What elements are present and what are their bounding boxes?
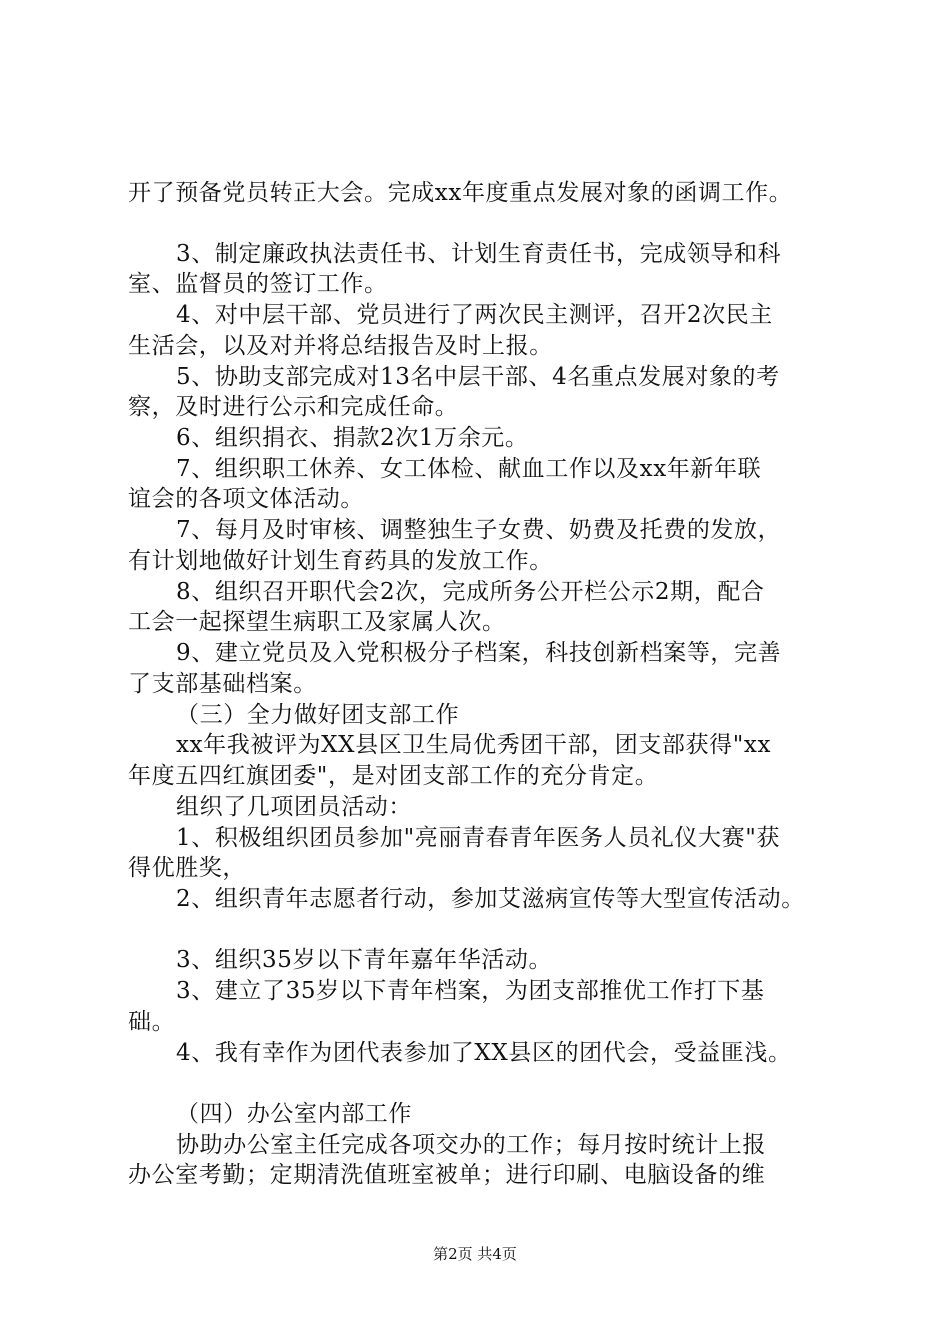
text-line-7: 察，及时进行公示和完成任命。 xyxy=(128,394,459,420)
text-line-2: 3、制定廉政执法责任书、计划生育责任书，完成领导和科 xyxy=(176,241,782,267)
text-line-10: 谊会的各项文体活动。 xyxy=(128,486,364,512)
text-line-5: 生活会，以及对并将总结报告及时上报。 xyxy=(128,333,553,359)
text-line-22: 得优胜奖， xyxy=(128,855,246,881)
text-line-9: 7、组织职工休养、女工体检、献血工作以及xx年新年联 xyxy=(176,456,762,482)
section-heading-office: （四）办公室内部工作 xyxy=(176,1101,412,1127)
text-line-13: 8、组织召开职代会2次，完成所务公开栏公示2期，配合 xyxy=(176,579,765,605)
text-line-20: 组织了几项团员活动： xyxy=(176,794,412,820)
page-number-footer: 第2页 共4页 xyxy=(433,1245,517,1263)
text-line-30: 办公室考勤；定期清洗值班室被单；进行印刷、电脑设备的维 xyxy=(128,1162,766,1188)
text-line-14: 工会一起探望生病职工及家属人次。 xyxy=(128,609,506,635)
text-line-16: 了支部基础档案。 xyxy=(128,671,317,697)
text-line-6: 5、协助支部完成对13名中层干部、4名重点发展对象的考 xyxy=(176,364,780,390)
text-line-27: 4、我有幸作为团代表参加了XX县区的团代会，受益匪浅。 xyxy=(176,1040,792,1066)
text-line-3: 室、监督员的签订工作。 xyxy=(128,271,388,297)
text-line-18: xx年我被评为XX县区卫生局优秀团干部，团支部获得"xx xyxy=(176,732,772,758)
text-line-21: 1、积极组织团员参加"亮丽青春青年医务人员礼仪大赛"获 xyxy=(176,825,780,851)
text-line-19: 年度五四红旗团委"，是对团支部工作的充分肯定。 xyxy=(128,763,659,789)
text-line-15: 9、建立党员及入党积极分子档案，科技创新档案等，完善 xyxy=(176,640,782,666)
text-line-1: 开了预备党员转正大会。完成xx年度重点发展对象的函调工作。 xyxy=(128,180,793,206)
text-line-23: 2、组织青年志愿者行动，参加艾滋病宣传等大型宣传活动。 xyxy=(176,886,805,912)
text-line-11: 7、每月及时审核、调整独生子女费、奶费及托费的发放， xyxy=(176,517,782,543)
text-line-29: 协助办公室主任完成各项交办的工作；每月按时统计上报 xyxy=(176,1132,766,1158)
text-line-25: 3、建立了35岁以下青年档案，为团支部推优工作打下基 xyxy=(176,978,765,1004)
text-line-24: 3、组织35岁以下青年嘉年华活动。 xyxy=(176,947,553,973)
text-line-4: 4、对中层干部、党员进行了两次民主测评，召开2次民主 xyxy=(176,302,773,328)
text-line-26: 础。 xyxy=(128,1009,176,1035)
text-line-8: 6、组织捐衣、捐款2次1万余元。 xyxy=(176,425,529,451)
text-line-12: 有计划地做好计划生育药具的发放工作。 xyxy=(128,548,553,574)
section-heading-youth-league: （三）全力做好团支部工作 xyxy=(176,702,460,728)
